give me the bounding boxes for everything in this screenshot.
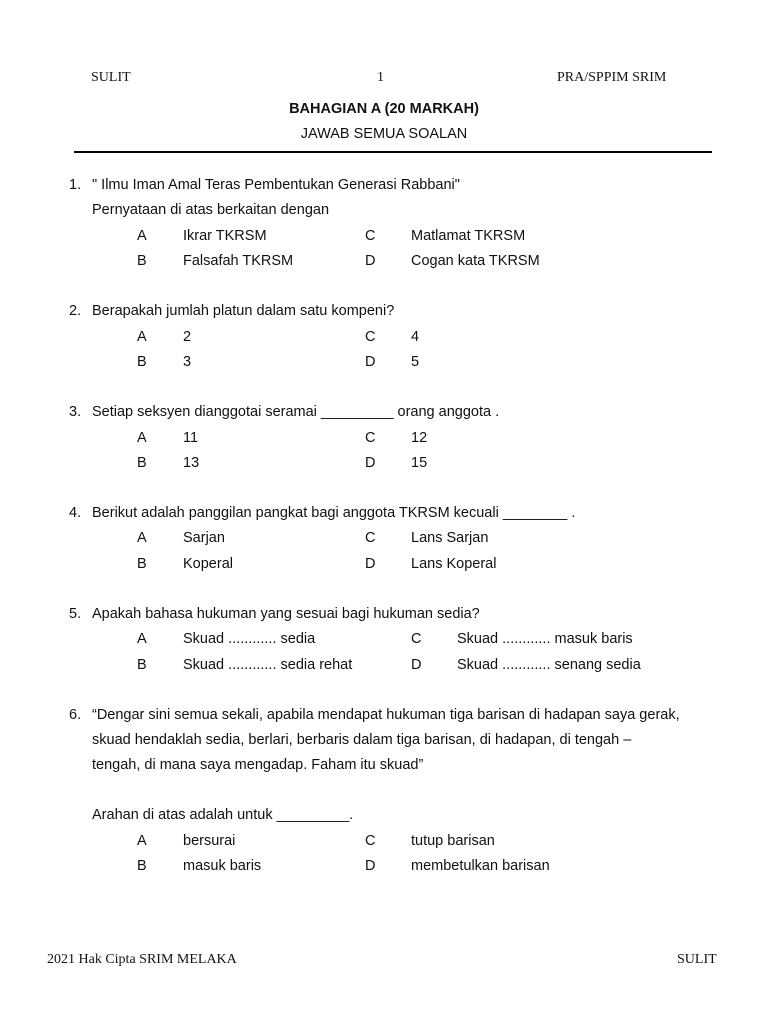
section-title: BAHAGIAN A (20 MARKAH) bbox=[289, 101, 479, 117]
option-label: C bbox=[365, 530, 376, 546]
option-label: A bbox=[137, 430, 147, 446]
option-text: Cogan kata TKRSM bbox=[411, 253, 540, 269]
question-number: 5. bbox=[69, 606, 82, 622]
footer-copyright: 2021 Hak Cipta SRIM MELAKA bbox=[47, 952, 237, 967]
question-text: “Dengar sini semua sekali, apabila mendapat hukuman tiga barisan di hadapan saya gerak, bbox=[92, 707, 680, 723]
option-text: Skuad ............ sedia bbox=[183, 631, 316, 647]
question-text: Setiap seksyen dianggotai seramai _________ orang anggota . bbox=[92, 404, 500, 420]
option-text: 12 bbox=[411, 430, 428, 446]
option-label: D bbox=[365, 556, 376, 572]
question-number: 4. bbox=[69, 505, 82, 521]
option-text: 5 bbox=[411, 354, 420, 370]
question-number: 6. bbox=[69, 707, 82, 723]
option-text: 4 bbox=[411, 329, 420, 345]
option-label: A bbox=[137, 329, 147, 345]
option-label: B bbox=[137, 455, 147, 471]
header-exam-code: PRA/SPPIM SRIM bbox=[557, 70, 667, 85]
option-label: A bbox=[137, 631, 147, 647]
option-text: masuk baris bbox=[183, 858, 262, 874]
option-text: bersurai bbox=[183, 833, 236, 849]
question-text: Apakah bahasa hukuman yang sesuai bagi hukuman sedia? bbox=[92, 606, 480, 622]
section-instruction: JAWAB SEMUA SOALAN bbox=[300, 126, 468, 142]
option-label: C bbox=[365, 228, 376, 244]
option-label: C bbox=[365, 833, 376, 849]
option-text: Matlamat TKRSM bbox=[411, 228, 526, 244]
option-label: B bbox=[137, 657, 147, 673]
page-number: 1 bbox=[377, 70, 384, 85]
option-text: Skuad ............ sedia rehat bbox=[183, 657, 353, 673]
option-label: D bbox=[365, 354, 376, 370]
question-text: " Ilmu Iman Amal Teras Pembentukan Generasi Rabbani" bbox=[92, 177, 460, 193]
option-label: B bbox=[137, 858, 147, 874]
option-text: Ikrar TKRSM bbox=[183, 228, 267, 244]
option-label: A bbox=[137, 530, 147, 546]
option-text: 11 bbox=[183, 430, 199, 446]
option-label: C bbox=[365, 329, 376, 345]
question-text: Berapakah jumlah platun dalam satu kompeni? bbox=[92, 303, 395, 319]
option-text: membetulkan barisan bbox=[411, 858, 550, 874]
option-text: Sarjan bbox=[183, 530, 225, 546]
question-number: 1. bbox=[69, 177, 82, 193]
option-label: D bbox=[365, 455, 376, 471]
option-text: Falsafah TKRSM bbox=[183, 253, 294, 269]
question-number: 2. bbox=[69, 303, 82, 319]
question-text: Berikut adalah panggilan pangkat bagi anggota TKRSM kecuali ________ . bbox=[92, 505, 576, 521]
question-text: Arahan di atas adalah untuk _________. bbox=[92, 807, 354, 823]
option-text: 15 bbox=[411, 455, 428, 471]
option-text: Skuad ............ masuk baris bbox=[457, 631, 633, 647]
question-number: 3. bbox=[69, 404, 82, 420]
option-text: 13 bbox=[183, 455, 200, 471]
option-text: Koperal bbox=[183, 556, 233, 572]
option-text: Skuad ............ senang sedia bbox=[457, 657, 641, 673]
option-text: 3 bbox=[183, 354, 192, 370]
option-label: A bbox=[137, 833, 147, 849]
header-divider bbox=[74, 151, 712, 153]
header-classification: SULIT bbox=[91, 70, 131, 85]
option-label: D bbox=[365, 858, 376, 874]
option-text: tutup barisan bbox=[411, 833, 495, 849]
option-label: D bbox=[411, 657, 422, 673]
option-label: C bbox=[365, 430, 376, 446]
option-label: B bbox=[137, 253, 147, 269]
option-label: B bbox=[137, 354, 147, 370]
option-label: A bbox=[137, 228, 147, 244]
option-text: 2 bbox=[183, 329, 192, 345]
question-text: tengah, di mana saya mengadap. Faham itu skuad” bbox=[92, 757, 424, 773]
option-text: Lans Koperal bbox=[411, 556, 497, 572]
option-text: Lans Sarjan bbox=[411, 530, 489, 546]
option-label: C bbox=[411, 631, 422, 647]
question-text: Pernyataan di atas berkaitan dengan bbox=[92, 202, 330, 218]
option-label: D bbox=[365, 253, 376, 269]
footer-classification: SULIT bbox=[677, 952, 717, 967]
question-text: skuad hendaklah sedia, berlari, berbaris dalam tiga barisan, di hadapan, di tengah – bbox=[92, 732, 632, 748]
option-label: B bbox=[137, 556, 147, 572]
